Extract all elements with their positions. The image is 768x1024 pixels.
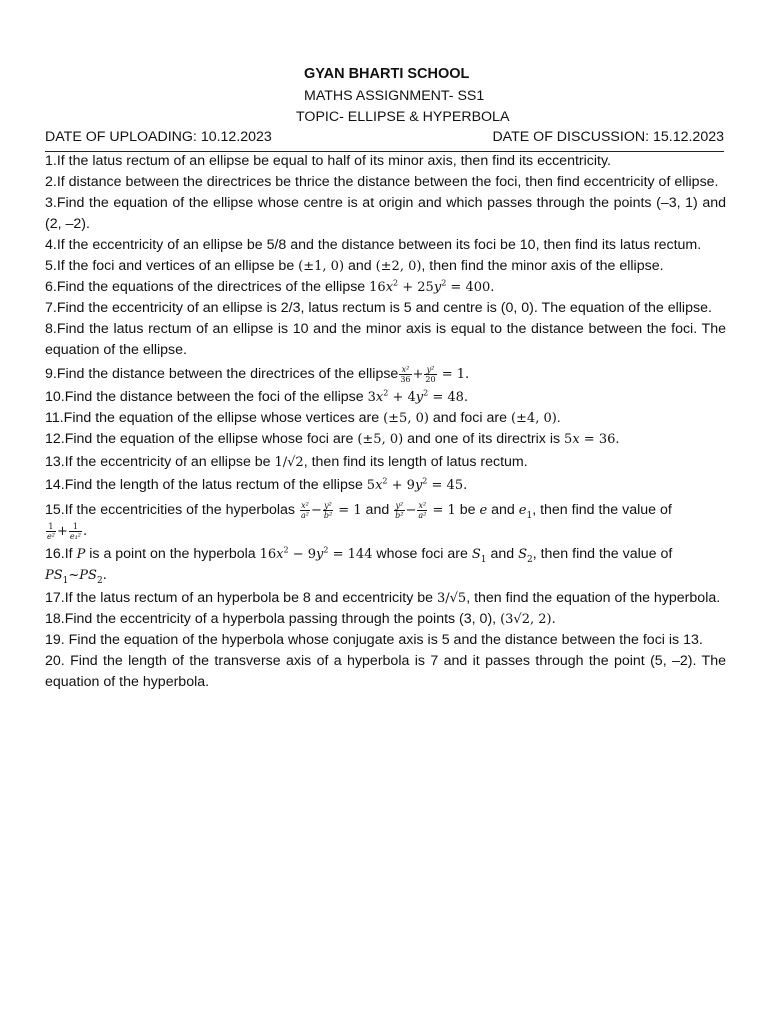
fraction: $\frac{1}{\text{e₁²}}$ <box>69 521 82 541</box>
question-7: 7.Find the eccentricity of an ellipse is 2/3, latus rectum is 5 and centre is (0, 0). The equation of the ellipse. <box>45 300 712 316</box>
fraction: $\frac{1}{\text{e²}}$ <box>47 521 55 541</box>
question-3: 3.Find the equation of the ellipse whose centre is at origin and which passes through the points (–3, 1) and (2, –2). <box>45 195 726 232</box>
question-16: 16.If P is a point on the hyperbola $16x^2 - 9y^2 = 144$ whose foci are $S_1$ and $S_2$, then find the value of $PS_1\sim PS_2$. <box>45 545 673 586</box>
question-15: 15.If the eccentricities of the hyperbolas $\frac{\text{x²}}{\text{a²}}$ − $\frac{\text{y²}}{\text{b²}}$ = 1 and $\frac{\text{y²}}{\text{b²}}$ − $\frac{\text{x²}}{\text{a²}}$ = 1 be e and $e_1$, then find the value of $\frac{1}{\text{e²}}$ + $\frac{1}{\text{e₁²}}$ . <box>45 500 672 541</box>
question-list <box>45 151 726 693</box>
school-name: GYAN BHARTI SCHOOL <box>304 66 470 82</box>
question-9: 9.Find the distance between the directrices of the ellipse $\frac{\text{x²}}{36}$ + $\frac{\text{y²}}{20}$ = 1. <box>45 364 470 384</box>
question-5: 5.If the foci and vertices of an ellipse be (±1, 0) and (±2, 0), then find the minor axis of the ellipse. <box>45 258 664 274</box>
fraction: $\frac{\text{x²}}{\text{a²}}$ <box>418 500 427 520</box>
question-1: 1.If the latus rectum of an ellipse be equal to half of its minor axis, then find its eccentricity. <box>45 153 611 169</box>
fraction: $\frac{\text{y²}}{\text{b²}}$ <box>395 500 404 520</box>
question-12: 12.Find the equation of the ellipse whose foci are (±5, 0) and one of its directrix is 5x = 36. <box>45 431 620 447</box>
question-4: 4.If the eccentricity of an ellipse be 5/8 and the distance between its foci be 10, then find its latus rectum. <box>45 237 702 253</box>
question-6: 6.Find the equations of the directrices of the ellipse $16x^2 + 25y^2 = 400$. <box>45 278 495 295</box>
question-17: 17.If the latus rectum of an hyperbola be 8 and eccentricity be 3/√5, then find the equation of the hyperbola. <box>45 590 721 606</box>
question-19: 19. Find the equation of the hyperbola whose conjugate axis is 5 and the distance between the foci is 13. <box>45 632 703 648</box>
fraction: $\frac{\text{y²}}{20}$ <box>425 364 436 384</box>
question-14: 14.Find the length of the latus rectum of the ellipse $5x^2 + 9y^2 = 45$. <box>45 476 468 493</box>
fraction: $\frac{\text{x²}}{\text{a²}}$ <box>300 500 309 520</box>
date-row <box>45 129 724 149</box>
fraction: $\frac{\text{x²}}{36}$ <box>400 364 411 384</box>
discussion-date: DATE OF DISCUSSION: 15.12.2023 <box>492 129 724 145</box>
question-18: 18.Find the eccentricity of a hyperbola passing through the points (3, 0), (3√2, 2). <box>45 611 556 627</box>
question-11: 11.Find the equation of the ellipse whose vertices are (±5, 0) and foci are (±4, 0). <box>45 410 561 426</box>
question-13: 13.If the eccentricity of an ellipse be 1/√2, then find its length of latus rectum. <box>45 454 528 470</box>
assignment-title: MATHS ASSIGNMENT- SS1 <box>304 88 485 104</box>
question-8: 8.Find the latus rectum of an ellipse is 10 and the minor axis is equal to the distance between the foci. The equation of the ellipse. <box>45 321 726 358</box>
fraction: $\frac{\text{y²}}{\text{b²}}$ <box>323 500 333 520</box>
topic-title: TOPIC- ELLIPSE & HYPERBOLA <box>296 109 510 125</box>
question-20: 20. Find the length of the transverse axis of a hyperbola is 7 and it passes through the point (5, –2). The equation of the hyperbola. <box>45 653 726 690</box>
question-2: 2.If distance between the directrices be thrice the distance between the foci, then find eccentricity of ellipse. <box>45 174 719 190</box>
question-10: 10.Find the distance between the foci of the ellipse $3x^2 + 4y^2 = 48$. <box>45 388 469 405</box>
upload-date: DATE OF UPLOADING: 10.12.2023 <box>45 129 272 145</box>
